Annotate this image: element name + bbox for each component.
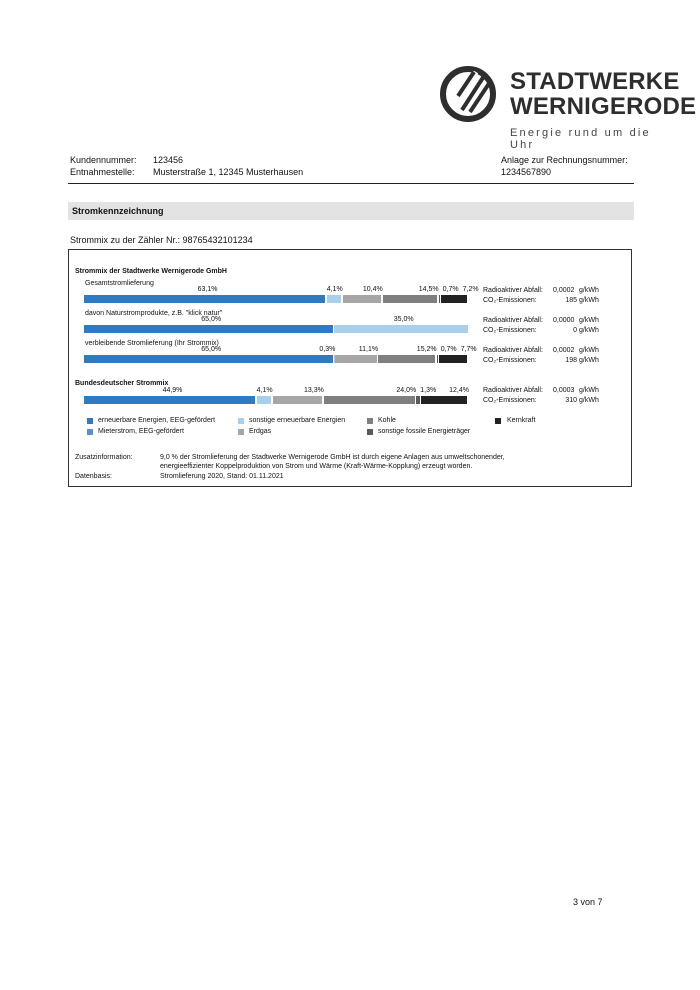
bar-segment-sonstige_erneuerbar — [257, 396, 271, 404]
bar-segment-erneuerbar_eeg — [84, 295, 325, 303]
site-value: Musterstraße 1, 12345 Musterhausen — [153, 167, 304, 177]
bar-value-label: 13,3% — [303, 387, 324, 394]
row0-waste-unit: g/kWh — [579, 287, 599, 294]
legend-swatch-nuclear — [495, 418, 501, 424]
bar-segment-erneuerbar_eeg — [84, 355, 333, 363]
bar-segment-kohle — [324, 396, 415, 404]
legend-label-other-renewable: sonstige erneuerbare Energien — [249, 417, 346, 424]
bar-segment-erneuerbar_eeg — [84, 325, 333, 333]
legend-swatch-eeg — [87, 418, 93, 424]
basis-value: Stromlieferung 2020, Stand: 01.11.2021 — [160, 473, 284, 480]
legend-label-tenant: Mieterstrom, EEG-gefördert — [98, 428, 184, 435]
row2-co2-unit: g/kWh — [579, 357, 599, 364]
row-label-remaining: verbleibende Stromlieferung (Ihr Strommix) — [85, 340, 219, 347]
invoice-value: 1234567890 — [501, 167, 552, 177]
national-waste-value: 0,0003 — [553, 387, 575, 394]
national-co2-unit: g/kWh — [579, 397, 599, 404]
national-waste-label: Radioaktiver Abfall: — [483, 387, 543, 394]
row1-waste-value: 0,0000 — [553, 317, 575, 324]
national-waste-unit: g/kWh — [579, 387, 599, 394]
row2-waste-label: Radioaktiver Abfall: — [483, 347, 543, 354]
bar-value-label: 7,7% — [460, 346, 477, 353]
bar-segment-kernkraft — [421, 396, 467, 404]
row0-co2-unit: g/kWh — [579, 297, 599, 304]
logo-mark-icon — [440, 64, 496, 124]
legend-label-coal: Kohle — [378, 417, 396, 424]
logo-text-line2: WERNIGERODE — [510, 93, 697, 120]
row0-co2-label: CO₂-Emissionen: — [483, 297, 537, 304]
national-co2-label: CO₂-Emissionen: — [483, 397, 537, 404]
bar-segment-kohle — [378, 355, 435, 363]
info-label: Zusatzinformation: — [75, 454, 133, 461]
bar-segment-erdgas — [343, 295, 382, 303]
bar-value-label: 4,1% — [326, 286, 343, 293]
site-label: Entnahmestelle: — [70, 167, 135, 177]
row0-waste-value: 0,0002 — [553, 287, 575, 294]
legend-swatch-other-fossil — [367, 429, 373, 435]
row2-co2-value: 198 — [565, 357, 577, 364]
legend-label-nuclear: Kernkraft — [507, 417, 536, 424]
bar-segment-erdgas — [335, 355, 376, 363]
bar-segment-sonstige_fossil — [437, 355, 438, 363]
row-label-total: Gesamtstromlieferung — [85, 280, 154, 287]
row1-waste-label: Radioaktiver Abfall: — [483, 317, 543, 324]
legend-swatch-coal — [367, 418, 373, 424]
customer-number-label: Kundennummer: — [70, 155, 137, 165]
row1-waste-unit: g/kWh — [579, 317, 599, 324]
info-line1: 9,0 % der Stromlieferung der Stadtwerke Wernigerode GmbH ist durch eigene Anlagen aus umweltschonender, — [160, 454, 505, 461]
bar-segment-kernkraft — [441, 295, 467, 303]
bar-value-label: 44,9% — [162, 387, 183, 394]
row-label-nature: davon Naturstromprodukte, z.B. "klick natur" — [85, 310, 223, 317]
bar-value-label: 10,4% — [362, 286, 383, 293]
bar-value-label: 4,1% — [256, 387, 273, 394]
header-divider — [68, 183, 634, 184]
bar-segment-erneuerbar_eeg — [84, 396, 255, 404]
bar-segment-kernkraft — [439, 355, 467, 363]
bar-value-label: 0,3% — [319, 346, 336, 353]
row0-waste-label: Radioaktiver Abfall: — [483, 287, 543, 294]
bar-segment-kohle — [383, 295, 437, 303]
bar-value-label: 0,7% — [440, 346, 457, 353]
legend-label-gas: Erdgas — [249, 428, 272, 435]
row0-co2-value: 185 — [565, 297, 577, 304]
bar-segment-sonstige_erneuerbar — [334, 325, 467, 333]
customer-number-value: 123456 — [153, 155, 184, 165]
bar-value-label: 11,1% — [358, 346, 379, 353]
logo-text-line1: STADTWERKE — [510, 68, 680, 95]
row2-waste-unit: g/kWh — [579, 347, 599, 354]
bar-value-label: 65,0% — [201, 316, 222, 323]
electricity-mix-box — [68, 249, 632, 487]
bar-value-label: 0,7% — [442, 286, 459, 293]
mix-title: Strommix der Stadtwerke Wernigerode GmbH — [75, 268, 227, 275]
legend-label-eeg: erneuerbare Energien, EEG-gefördert — [98, 417, 216, 424]
bar-segment-sonstige_fossil — [439, 295, 440, 303]
national-mix-title: Bundesdeutscher Strommix — [75, 380, 169, 387]
row1-co2-label: CO₂-Emissionen: — [483, 327, 537, 334]
row2-waste-value: 0,0002 — [553, 347, 575, 354]
bar-value-label: 63,1% — [197, 286, 218, 293]
bar-value-label: 7,2% — [462, 286, 479, 293]
bar-segment-sonstige_fossil — [416, 396, 420, 404]
row2-co2-label: CO₂-Emissionen: — [483, 357, 537, 364]
page-number: 3 von 7 — [573, 897, 603, 907]
national-co2-value: 310 — [565, 397, 577, 404]
logo-slogan: Energie rund um die Uhr — [510, 127, 651, 151]
bar-value-label: 35,0% — [393, 316, 414, 323]
bar-value-label: 1,3% — [420, 387, 437, 394]
bar-value-label: 15,2% — [416, 346, 437, 353]
bar-value-label: 12,4% — [449, 387, 469, 394]
row1-co2-value: 0 — [573, 327, 577, 334]
legend-swatch-other-renewable — [238, 418, 244, 424]
legend-swatch-tenant — [87, 429, 93, 435]
basis-label: Datenbasis: — [75, 473, 112, 480]
invoice-label: Anlage zur Rechnungsnummer: — [501, 155, 628, 165]
legend-swatch-gas — [238, 429, 244, 435]
bar-segment-erdgas — [273, 396, 323, 404]
bar-segment-sonstige_erneuerbar — [327, 295, 341, 303]
info-line2: energieeffizienter Koppelproduktion von Strom und Wärme (Kraft-Wärme-Kopplung) erzeugt worden. — [160, 463, 473, 470]
row1-co2-unit: g/kWh — [579, 327, 599, 334]
bar-value-label: 65,0% — [201, 346, 222, 353]
meter-number-line: Strommix zu der Zähler Nr.: 98765432101234 — [70, 235, 253, 245]
bar-value-label: 24,0% — [396, 387, 417, 394]
bar-value-label: 14,5% — [418, 286, 439, 293]
section-title: Stromkennzeichnung — [72, 206, 164, 216]
company-logo — [440, 64, 697, 151]
legend-label-other-fossil: sonstige fossile Energieträger — [378, 428, 471, 435]
